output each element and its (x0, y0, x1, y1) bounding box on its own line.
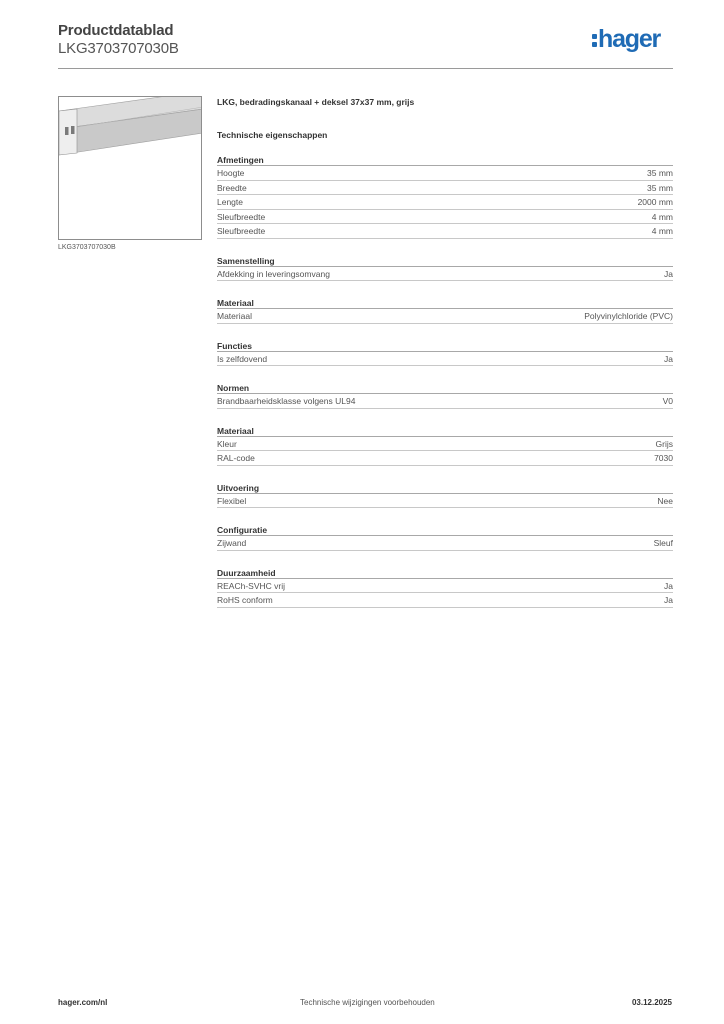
section-heading: Samenstelling (217, 255, 673, 267)
property-row (217, 437, 673, 452)
property-row (217, 195, 673, 210)
image-caption: LKG3703707030B (58, 244, 116, 251)
property-value: 35 mm (647, 168, 673, 178)
property-value: 35 mm (647, 182, 673, 193)
property-label: RAL-code (217, 453, 255, 463)
product-image (58, 96, 202, 240)
property-label: REACh-SVHC vrij (217, 580, 286, 591)
section-heading: Duurzaamheid (217, 567, 673, 579)
property-section (217, 154, 673, 239)
property-row (217, 536, 673, 551)
property-section (217, 255, 673, 282)
property-row (217, 267, 673, 282)
property-row (217, 451, 673, 466)
property-section (217, 482, 673, 509)
property-label: Sleufbreedte (217, 226, 266, 236)
property-label: Breedte (217, 182, 247, 193)
property-label: Zijwand (217, 538, 247, 548)
property-label: Lengte (217, 197, 243, 207)
property-section (217, 340, 673, 367)
property-label: Flexibel (217, 495, 247, 506)
property-row (217, 181, 673, 196)
technical-properties-heading: Technische eigenschappen (217, 130, 328, 140)
property-value: V0 (662, 396, 673, 406)
property-label: Materiaal (217, 311, 252, 321)
property-label: Brandbaarheidsklasse volgens UL94 (217, 396, 356, 406)
property-value: 7030 (654, 453, 673, 463)
property-row (217, 579, 673, 594)
property-section (217, 297, 673, 324)
property-label: RoHS conform (217, 595, 273, 605)
property-row (217, 352, 673, 367)
property-value: 4 mm (651, 226, 673, 236)
section-heading: Functies (217, 340, 673, 352)
property-value: Nee (657, 495, 673, 506)
section-heading: Materiaal (217, 297, 673, 309)
property-value: Ja (664, 595, 673, 605)
property-sections (217, 154, 673, 608)
property-value: Sleuf (653, 538, 673, 548)
section-heading: Afmetingen (217, 154, 673, 166)
property-value: Polyvinylchloride (PVC) (584, 311, 673, 321)
product-title: LKG, bedradingskanaal + deksel 37x37 mm, grijs (217, 97, 415, 107)
property-row (217, 309, 673, 324)
property-row (217, 166, 673, 181)
property-section (217, 425, 673, 466)
page-title: Productdatablad (58, 22, 174, 39)
property-label: Sleufbreedte (217, 211, 266, 222)
property-section (217, 382, 673, 409)
header-divider (58, 68, 673, 69)
product-details (217, 96, 673, 624)
product-sku: LKG3703707030B (58, 40, 179, 57)
property-row (217, 210, 673, 225)
property-value: Ja (664, 580, 673, 591)
property-row (217, 593, 673, 608)
property-row (217, 224, 673, 239)
property-row (217, 494, 673, 509)
property-value: Ja (664, 353, 673, 364)
cable-duct-illustration (59, 97, 202, 240)
property-value: 2000 mm (637, 197, 673, 207)
footer-website: hager.com/nl (58, 998, 108, 1007)
property-row (217, 394, 673, 409)
property-label: Afdekking in leveringsomvang (217, 268, 330, 279)
section-heading: Materiaal (217, 425, 673, 437)
footer-disclaimer: Technische wijzigingen voorbehouden (300, 998, 435, 1007)
property-value: Ja (664, 268, 673, 279)
property-section (217, 524, 673, 551)
logo-text: hager (598, 25, 661, 53)
section-heading: Uitvoering (217, 482, 673, 494)
logo-dots-icon (592, 32, 597, 47)
footer-date: 03.12.2025 (631, 998, 672, 1007)
property-section (217, 567, 673, 608)
section-heading: Configuratie (217, 524, 673, 536)
property-label: Hoogte (217, 168, 245, 178)
property-label: Kleur (217, 438, 237, 449)
property-label: Is zelfdovend (217, 353, 268, 364)
section-heading: Normen (217, 382, 673, 394)
hager-logo (592, 27, 660, 52)
property-value: 4 mm (651, 211, 673, 222)
property-value: Grijs (655, 438, 673, 449)
